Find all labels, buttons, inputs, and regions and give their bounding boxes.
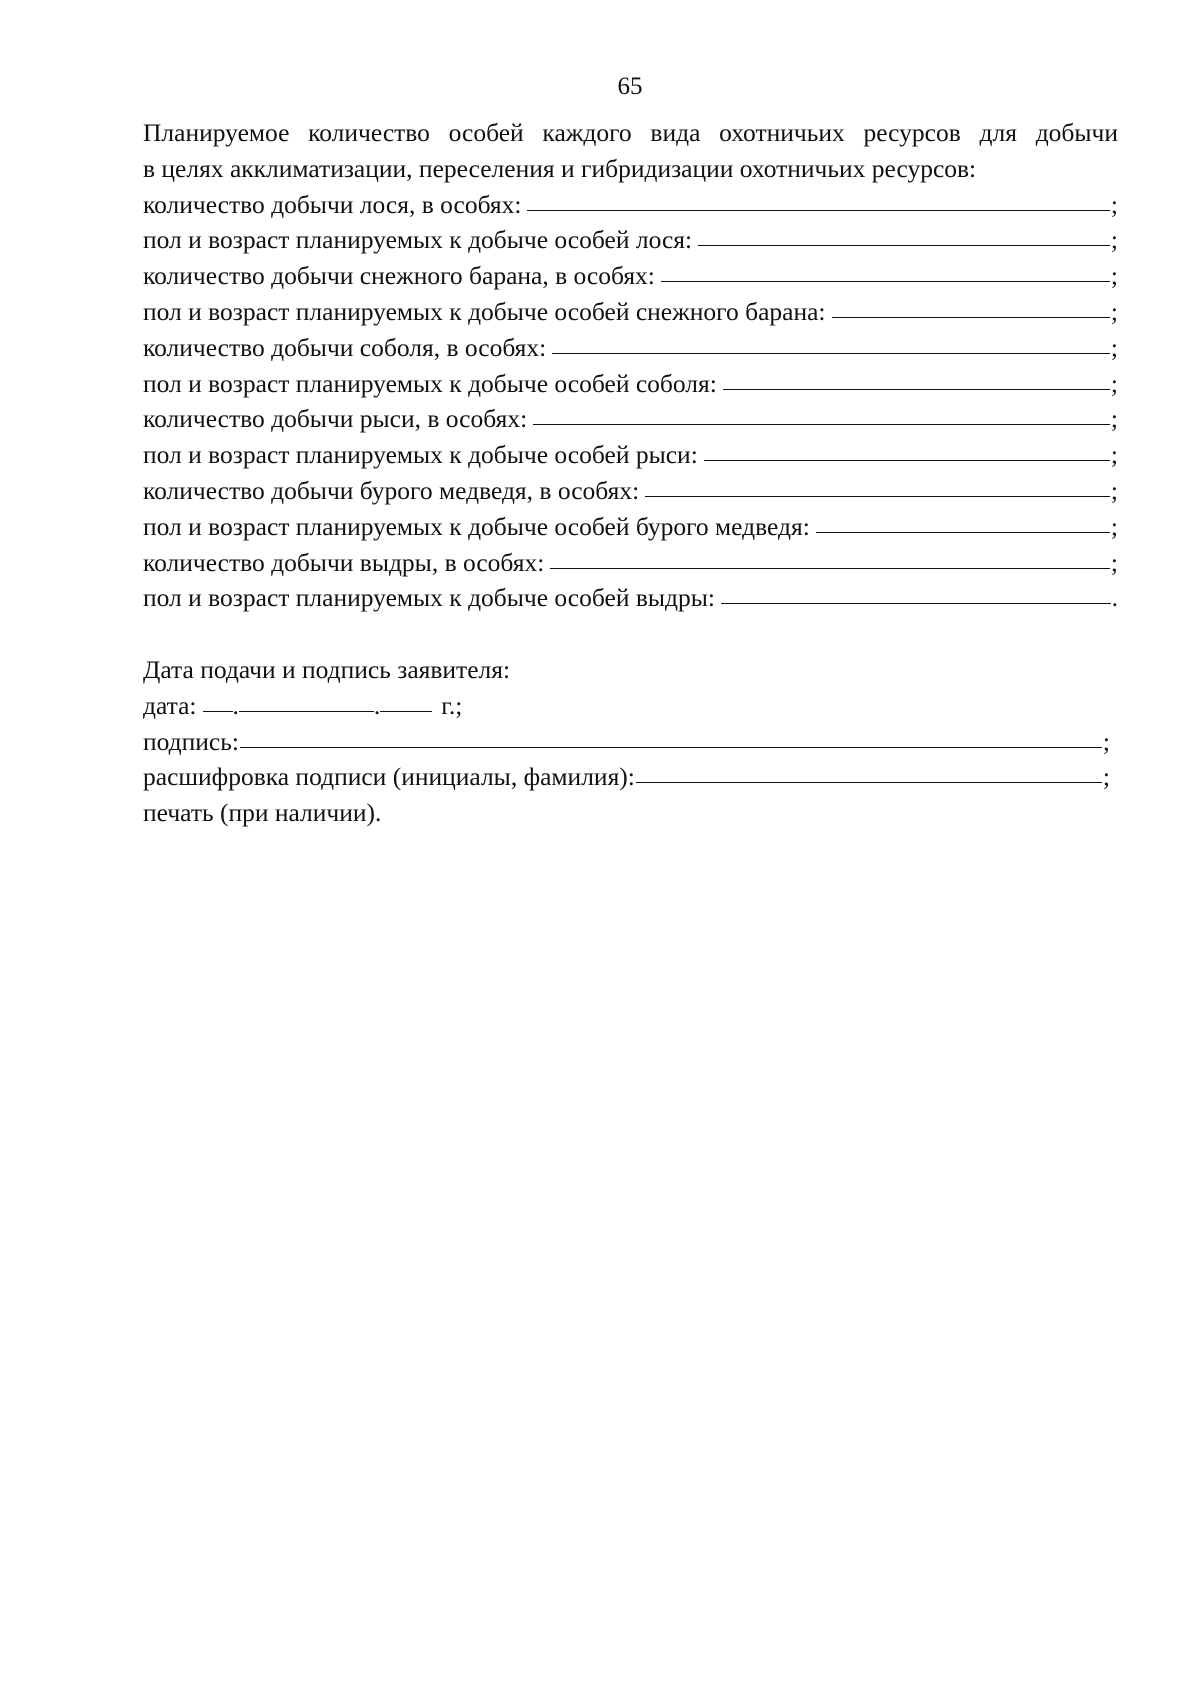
field-terminator: ; bbox=[1110, 475, 1118, 505]
field-moose-count bbox=[143, 187, 1118, 223]
date-suffix: г.; bbox=[441, 690, 463, 720]
field-label: пол и возраст планируемых к добыче особей рыси: bbox=[143, 440, 698, 470]
signature-blank[interactable] bbox=[240, 724, 1102, 748]
signature-label: подпись: bbox=[143, 726, 239, 756]
blank-line[interactable] bbox=[816, 509, 1110, 533]
field-label: пол и возраст планируемых к добыче особей соболя: bbox=[143, 368, 717, 398]
field-label: количество добычи соболя, в особях: bbox=[143, 332, 547, 362]
signature-decode-terminator: ; bbox=[1102, 762, 1110, 792]
blank-line[interactable] bbox=[721, 580, 1111, 604]
field-terminator: ; bbox=[1110, 547, 1118, 577]
date-label: дата: bbox=[143, 690, 197, 720]
signature-heading bbox=[143, 652, 1118, 688]
field-brown-bear-sex-age bbox=[143, 509, 1118, 545]
field-label: количество добычи бурого медведя, в особях: bbox=[143, 475, 640, 505]
blank-line[interactable] bbox=[552, 330, 1110, 354]
signature-decode-row bbox=[143, 759, 1110, 795]
field-label: пол и возраст планируемых к добыче особей бурого медведя: bbox=[143, 511, 810, 541]
field-label: количество добычи лося, в особях: bbox=[143, 189, 522, 219]
field-snow-sheep-sex-age bbox=[143, 294, 1118, 330]
field-sable-sex-age bbox=[143, 366, 1118, 402]
field-label: количество добычи снежного барана, в особях: bbox=[143, 261, 655, 291]
signature-heading-text: Дата подачи и подпись заявителя: bbox=[143, 654, 511, 684]
field-label: пол и возраст планируемых к добыче особей выдры: bbox=[143, 583, 715, 613]
form-content bbox=[143, 115, 1118, 831]
field-label: пол и возраст планируемых к добыче особей снежного барана: bbox=[143, 296, 826, 326]
field-terminator: . bbox=[1111, 583, 1118, 613]
field-label: пол и возраст планируемых к добыче особей лося: bbox=[143, 225, 693, 255]
field-otter-count bbox=[143, 545, 1118, 581]
field-terminator: ; bbox=[1110, 511, 1118, 541]
signature-decode-label: расшифровка подписи (инициалы, фамилия): bbox=[143, 762, 635, 792]
signature-row bbox=[143, 724, 1110, 760]
signature-decode-blank[interactable] bbox=[636, 759, 1102, 783]
field-terminator: ; bbox=[1110, 189, 1118, 219]
blank-line[interactable] bbox=[550, 545, 1110, 569]
field-otter-sex-age bbox=[143, 580, 1118, 616]
date-dot-2: . bbox=[373, 690, 381, 720]
intro-line-2: в целях акклиматизации, переселения и гибридизации охотничьих ресурсов: bbox=[143, 153, 977, 183]
field-terminator: ; bbox=[1110, 440, 1118, 470]
seal-text: печать (при наличии). bbox=[143, 798, 382, 828]
day-blank[interactable] bbox=[203, 688, 233, 712]
signature-terminator: ; bbox=[1102, 726, 1110, 756]
field-terminator: ; bbox=[1110, 261, 1118, 291]
field-lynx-sex-age bbox=[143, 437, 1118, 473]
field-label: количество добычи рыси, в особях: bbox=[143, 404, 528, 434]
field-terminator: ; bbox=[1110, 225, 1118, 255]
field-terminator: ; bbox=[1110, 332, 1118, 362]
month-blank[interactable] bbox=[239, 688, 374, 712]
date-dot-1: . bbox=[232, 690, 239, 720]
field-terminator: ; bbox=[1110, 368, 1118, 398]
blank-line[interactable] bbox=[533, 401, 1110, 425]
page-number: 65 bbox=[617, 73, 643, 100]
blank-line[interactable] bbox=[645, 473, 1110, 497]
seal-row bbox=[143, 795, 1118, 831]
blank-line[interactable] bbox=[698, 222, 1110, 246]
field-lynx-count bbox=[143, 401, 1118, 437]
field-sable-count bbox=[143, 330, 1118, 366]
spacer bbox=[143, 616, 1118, 652]
blank-line[interactable] bbox=[527, 187, 1109, 211]
field-label: количество добычи выдры, в особях: bbox=[143, 547, 545, 577]
field-moose-sex-age bbox=[143, 222, 1118, 258]
blank-line[interactable] bbox=[704, 437, 1110, 461]
intro-line-1: Планируемое количество особей каждого вида охотничьих ресурсов для добычи bbox=[143, 118, 1118, 147]
blank-line[interactable] bbox=[723, 366, 1110, 390]
date-row bbox=[143, 688, 1118, 724]
blank-line[interactable] bbox=[832, 294, 1110, 318]
field-brown-bear-count bbox=[143, 473, 1118, 509]
field-terminator: ; bbox=[1110, 296, 1118, 326]
blank-line[interactable] bbox=[661, 258, 1110, 282]
field-snow-sheep-count bbox=[143, 258, 1118, 294]
year-blank[interactable] bbox=[380, 688, 432, 712]
field-terminator: ; bbox=[1110, 404, 1118, 434]
